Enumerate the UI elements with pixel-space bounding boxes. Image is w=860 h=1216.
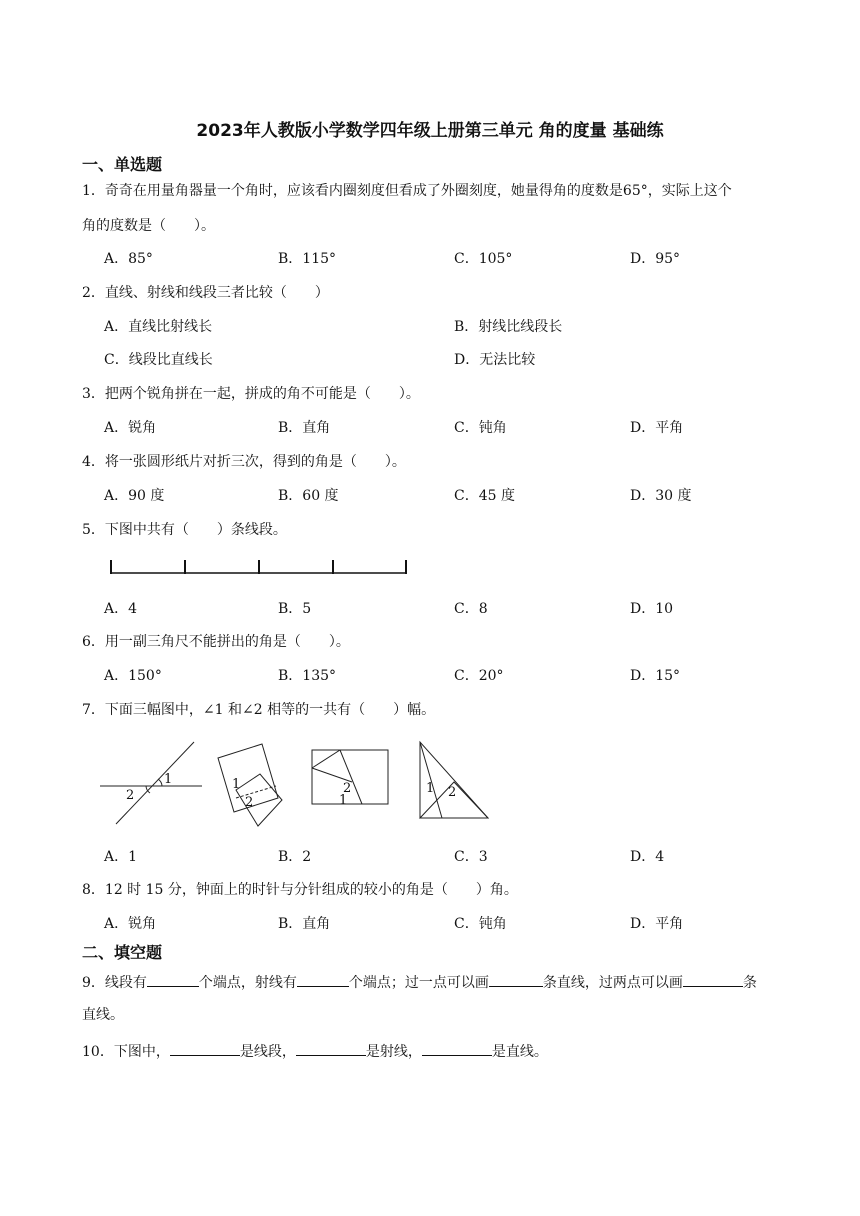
question-number: 6．: [82, 634, 105, 650]
option-b[interactable]: B．60 度: [278, 488, 339, 504]
question-text: 把两个锐角拼在一起，拼成的角不可能是（ ）。: [104, 386, 420, 402]
option-a[interactable]: A．85°: [104, 251, 153, 267]
option-d[interactable]: D．15°: [630, 668, 681, 684]
question-5: [82, 519, 287, 539]
option-b[interactable]: B．135°: [278, 668, 337, 684]
figure-4-triangles: [420, 742, 488, 818]
question-text: 条: [742, 975, 757, 991]
question-10: [82, 1040, 548, 1061]
option-a[interactable]: A．90 度: [104, 488, 165, 504]
angle-label-2: 1: [339, 793, 348, 808]
option-b[interactable]: B．射线比线段长: [454, 319, 563, 335]
option-d[interactable]: D．平角: [630, 916, 684, 932]
question-2: [82, 282, 329, 302]
question-number: 5．: [82, 522, 105, 538]
question-7: [82, 699, 435, 719]
question-9-line-1: [82, 971, 757, 992]
option-c[interactable]: C．45 度: [454, 488, 515, 504]
question-6: [82, 631, 350, 651]
question-text: 下图中共有（ ）条线段。: [104, 522, 287, 538]
question-text: 将一张圆形纸片对折三次，得到的角是（ ）。: [104, 454, 406, 470]
question-4-options: [104, 485, 824, 505]
figure-1-intersecting-lines: [100, 742, 202, 824]
figure-2-rotated-squares: [218, 744, 282, 826]
option-d[interactable]: D．4: [630, 849, 665, 865]
question-number: 3．: [82, 386, 105, 402]
question-number: 8．: [82, 882, 105, 898]
option-a[interactable]: A．锐角: [104, 916, 157, 932]
option-d[interactable]: D．10: [630, 601, 674, 617]
option-a[interactable]: A．150°: [104, 668, 162, 684]
option-a[interactable]: A．锐角: [104, 420, 157, 436]
option-c[interactable]: C．8: [454, 601, 488, 617]
question-text: 个端点；过一点可以画: [348, 975, 489, 991]
question-text: 直线、射线和线段三者比较（ ）: [104, 285, 329, 301]
question-1-line-2: 角的度数是（ ）。: [82, 218, 215, 234]
option-a[interactable]: A．直线比射线长: [104, 319, 213, 335]
question-3: [82, 383, 420, 403]
question-text: 线段有: [104, 975, 147, 991]
angle-label-2: 2: [126, 788, 135, 803]
answer-blank[interactable]: [422, 1040, 492, 1056]
question-text: 下图中，: [113, 1044, 170, 1060]
answer-blank[interactable]: [147, 971, 199, 987]
figure-3-folded-rectangle: [312, 750, 388, 808]
option-a[interactable]: A．4: [104, 601, 138, 617]
option-b[interactable]: B．115°: [278, 251, 337, 267]
question-2-options-row-2: [104, 349, 824, 369]
question-text: 12 时 15 分，钟面上的时针与分针组成的较小的角是（ ）角。: [104, 882, 518, 898]
question-3-options: [104, 417, 824, 437]
option-c[interactable]: C．钝角: [454, 420, 507, 436]
option-d[interactable]: D．无法比较: [454, 352, 536, 368]
option-b[interactable]: B．直角: [278, 420, 331, 436]
question-text: 是直线。: [491, 1044, 548, 1060]
angle-label-1: 2: [343, 781, 352, 796]
option-b[interactable]: B．2: [278, 849, 312, 865]
question-text: 用一副三角尺不能拼出的角是（ ）。: [104, 634, 350, 650]
question-1-line-1: [82, 180, 732, 200]
question-text: 个端点，射线有: [198, 975, 297, 991]
option-c[interactable]: C．105°: [454, 251, 513, 267]
angle-label-2: 2: [245, 795, 254, 810]
question-2-options-row-1: [104, 316, 824, 336]
question-6-options: [104, 665, 824, 685]
question-7-options: [104, 846, 824, 866]
question-1-options: [104, 248, 824, 268]
question-8: [82, 879, 518, 899]
angle-figures: [96, 738, 496, 830]
option-d[interactable]: D．平角: [630, 420, 684, 436]
option-c[interactable]: C．钝角: [454, 916, 507, 932]
question-text: 是射线，: [365, 1044, 422, 1060]
question-4: [82, 451, 406, 471]
answer-blank[interactable]: [297, 971, 349, 987]
answer-blank[interactable]: [489, 971, 543, 987]
question-text: 条直线，过两点可以画: [542, 975, 683, 991]
question-number: 7．: [82, 702, 105, 718]
option-d[interactable]: D．30 度: [630, 488, 692, 504]
option-b[interactable]: B．直角: [278, 916, 331, 932]
question-text: 奇奇在用量角器量一个角时，应该看内圈刻度但看成了外圈刻度，她量得角的度数是65°，实际上这个: [104, 183, 732, 199]
option-c[interactable]: C．20°: [454, 668, 504, 684]
option-b[interactable]: B．5: [278, 601, 312, 617]
question-5-options: [104, 598, 824, 618]
question-9-line-2: 直线。: [82, 1007, 124, 1023]
option-a[interactable]: A．1: [104, 849, 138, 865]
answer-blank[interactable]: [683, 971, 743, 987]
question-number: 9．: [82, 975, 105, 991]
section-heading-single-choice: 一、单选题: [82, 155, 163, 174]
question-number: 10．: [82, 1044, 114, 1060]
section-heading-fill-in: 二、填空题: [82, 943, 163, 962]
question-number: 1．: [82, 183, 105, 199]
angle-label-1: 1: [426, 781, 435, 796]
question-text: 下面三幅图中，∠1 和∠2 相等的一共有（ ）幅。: [104, 702, 436, 718]
page-title: 2023年人教版小学数学四年级上册第三单元 角的度量 基础练: [196, 121, 664, 141]
segment-diagram: [104, 555, 416, 579]
question-number: 4．: [82, 454, 105, 470]
answer-blank[interactable]: [296, 1040, 366, 1056]
question-8-options: [104, 913, 824, 933]
question-number: 2．: [82, 285, 105, 301]
angle-label-1: 1: [232, 777, 241, 792]
option-c[interactable]: C．线段比直线长: [104, 352, 213, 368]
angle-label-1: 1: [164, 772, 173, 787]
question-text: 是线段，: [239, 1044, 296, 1060]
option-c[interactable]: C．3: [454, 849, 488, 865]
answer-blank[interactable]: [170, 1040, 240, 1056]
option-d[interactable]: D．95°: [630, 251, 681, 267]
angle-label-2: 2: [448, 785, 457, 800]
